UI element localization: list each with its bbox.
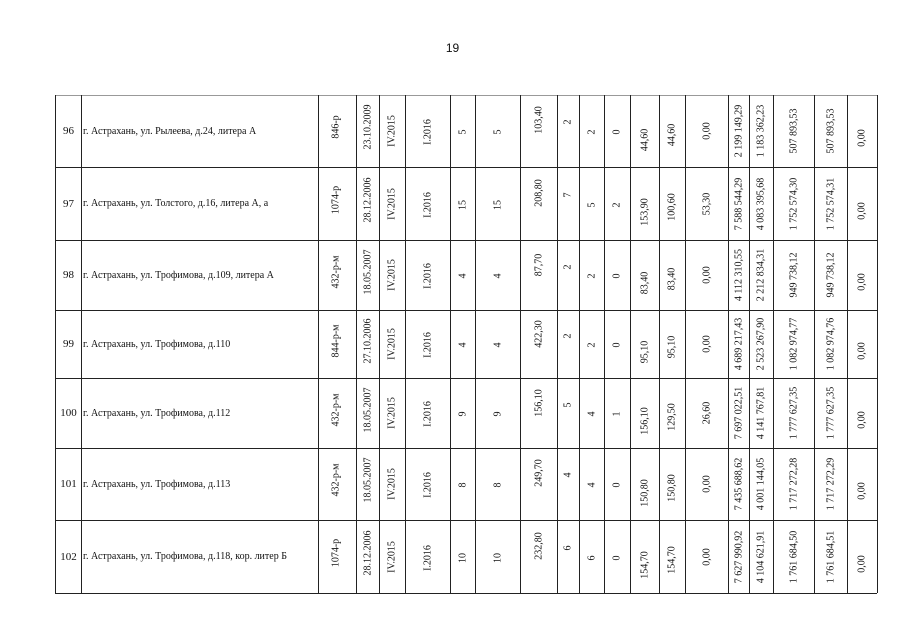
- cell-c2: [579, 378, 605, 448]
- cell-date: [356, 520, 380, 593]
- cell-quarter-text: IV.2015: [386, 115, 398, 147]
- cell-quarter-text: IV.2015: [386, 187, 398, 220]
- cell-m2: [749, 95, 774, 167]
- cell-a2: [659, 448, 686, 520]
- cell-v1-text: 4: [457, 273, 468, 279]
- cell-v1-text: 9: [457, 411, 468, 417]
- cell-year-text: I.2016: [422, 119, 433, 146]
- cell-c2: [579, 240, 605, 310]
- cell-c1: [557, 448, 580, 520]
- cell-c3: [604, 378, 631, 448]
- cell-v2-text: 9: [492, 411, 503, 417]
- cell-a3-text: 0,00: [701, 547, 712, 566]
- cell-v1: [450, 240, 476, 310]
- cell-v1: [450, 95, 476, 167]
- cell-m3-text: 1 082 974,77: [788, 317, 799, 371]
- cell-a2-text: 44,60: [666, 123, 678, 146]
- cell-c3: [604, 240, 631, 310]
- cell-a3-text: 0,00: [701, 475, 712, 493]
- cell-v2-text: 8: [492, 482, 503, 488]
- cell-m5: [847, 378, 878, 448]
- cell-a3: [685, 240, 729, 310]
- cell-a2-text: 150,80: [666, 473, 678, 502]
- cell-c2-text: 4: [586, 482, 597, 488]
- housing-data-table: [55, 95, 877, 593]
- cell-year: [405, 167, 451, 240]
- cell-area-text: 422,30: [533, 320, 544, 348]
- cell-c2-text: 4: [586, 411, 597, 417]
- cell-doc: [315, 378, 357, 448]
- cell-m4: [814, 95, 848, 167]
- cell-m2: [749, 378, 774, 448]
- cell-year-text: I.2016: [422, 332, 433, 359]
- cell-doc-text: 844-р-м: [330, 324, 341, 358]
- cell-area: [520, 378, 558, 448]
- cell-date-text: 18.05.2007: [362, 249, 373, 294]
- cell-m1-text: 7 697 022,51: [733, 386, 744, 440]
- cell-a1: [630, 520, 660, 593]
- cell-date: [356, 240, 380, 310]
- cell-m1-text: 7 435 688,62: [733, 457, 744, 511]
- cell-v2: [475, 240, 521, 310]
- cell-a3: [685, 95, 729, 167]
- cell-a3: [685, 448, 729, 520]
- cell-quarter-text: IV.2015: [386, 540, 398, 573]
- cell-c2: [579, 310, 605, 378]
- cell-m3-text: 949 738,12: [788, 252, 799, 298]
- cell-doc-text: 1074-р: [330, 185, 341, 215]
- cell-a2-text: 95,10: [666, 336, 678, 359]
- cell-v1-text: 15: [457, 199, 468, 210]
- cell-v2-text: 4: [492, 342, 503, 348]
- cell-area: [520, 448, 558, 520]
- cell-m4-text: 507 893,53: [825, 108, 836, 154]
- cell-v1: [450, 378, 476, 448]
- cell-m2-text: 1 183 362,23: [755, 104, 767, 158]
- cell-num: 100: [55, 378, 82, 448]
- table-row: [55, 167, 877, 241]
- cell-m1: [728, 520, 750, 593]
- cell-a2: [659, 378, 686, 448]
- table-row: [55, 95, 877, 168]
- cell-c3-text: 1: [611, 411, 623, 417]
- cell-quarter: [379, 310, 406, 378]
- cell-m4: [814, 378, 848, 448]
- cell-year: [405, 448, 451, 520]
- cell-m1: [728, 167, 750, 240]
- cell-year: [405, 378, 451, 448]
- cell-v2-text: 5: [492, 129, 503, 135]
- cell-c1: [557, 240, 580, 310]
- cell-a1: [630, 378, 660, 448]
- cell-c3-text: 0: [611, 273, 623, 279]
- cell-m1: [728, 240, 750, 310]
- cell-v1: [450, 310, 476, 378]
- cell-a2: [659, 240, 686, 310]
- cell-m5: [847, 95, 878, 167]
- cell-num: 97: [55, 167, 82, 240]
- cell-address: г. Астрахань, ул. Трофимова, д.109, литера А: [80, 240, 319, 310]
- cell-a3: [685, 378, 729, 448]
- cell-m4: [814, 240, 848, 310]
- cell-m3: [773, 378, 815, 448]
- cell-address: г. Астрахань, ул. Трофимова, д.118, кор. литер Б: [80, 520, 319, 593]
- cell-c2: [579, 520, 605, 593]
- cell-m5: [847, 167, 878, 240]
- cell-m5-text: 0,00: [856, 411, 868, 429]
- cell-a1-text: 156,10: [639, 407, 650, 436]
- cell-m3-text: 1 752 574,30: [788, 177, 799, 230]
- table-row: [55, 520, 877, 594]
- cell-m2-text: 4 083 395,68: [755, 177, 767, 230]
- cell-year-text: I.2016: [422, 545, 433, 571]
- cell-m4-text: 949 738,12: [825, 252, 836, 298]
- page-number: 19: [445, 41, 460, 55]
- cell-m3: [773, 310, 815, 378]
- cell-date-text: 27.10.2006: [362, 318, 373, 364]
- cell-doc: [315, 310, 357, 378]
- cell-num: 98: [55, 240, 82, 310]
- table-row: [55, 448, 877, 521]
- cell-m1: [728, 378, 750, 448]
- cell-v2-text: 15: [492, 199, 503, 210]
- cell-v1: [450, 520, 476, 593]
- cell-m4: [814, 448, 848, 520]
- cell-v1-text: 10: [457, 552, 468, 563]
- cell-c3-text: 2: [611, 202, 623, 208]
- cell-c1-text: 5: [562, 402, 574, 408]
- cell-c2-text: 5: [586, 202, 597, 208]
- cell-m5-text: 0,00: [856, 202, 868, 220]
- cell-a2-text: 129,50: [666, 402, 678, 431]
- cell-m2-text: 4 141 767,81: [755, 386, 767, 440]
- cell-a2: [659, 167, 686, 240]
- cell-m5: [847, 240, 878, 310]
- cell-a1: [630, 95, 660, 167]
- cell-area: [520, 95, 558, 167]
- cell-c3: [604, 167, 631, 240]
- cell-a3: [685, 520, 729, 593]
- cell-a3-text: 26,60: [701, 401, 712, 425]
- table-row: [55, 378, 877, 449]
- cell-c3-text: 0: [611, 342, 623, 348]
- cell-m1-text: 7 627 990,92: [733, 530, 744, 583]
- cell-m1: [728, 95, 750, 167]
- cell-m1: [728, 310, 750, 378]
- cell-c1: [557, 520, 580, 593]
- cell-c3: [604, 95, 631, 167]
- cell-date: [356, 167, 380, 240]
- cell-m4-text: 1 082 974,76: [825, 317, 836, 371]
- cell-a1-text: 150,80: [639, 478, 650, 507]
- cell-a1: [630, 448, 660, 520]
- table-row: [55, 310, 877, 379]
- cell-m5: [847, 520, 878, 593]
- cell-a2-text: 154,70: [666, 546, 678, 574]
- cell-v1-text: 8: [457, 482, 468, 488]
- cell-c1: [557, 95, 580, 167]
- cell-date-text: 28.12.2006: [362, 530, 373, 576]
- cell-m4-text: 1 761 684,51: [825, 530, 836, 583]
- cell-a3-text: 0,00: [701, 335, 712, 353]
- cell-date-text: 18.05.2007: [362, 387, 373, 432]
- cell-quarter-text: IV.2015: [386, 397, 398, 429]
- cell-m1-text: 2 199 149,29: [733, 104, 744, 158]
- cell-year: [405, 310, 451, 378]
- cell-a3-text: 0,00: [701, 266, 712, 284]
- cell-m5-text: 0,00: [856, 129, 868, 147]
- cell-m3-text: 1 777 627,35: [788, 386, 799, 440]
- cell-m3: [773, 448, 815, 520]
- cell-v1: [450, 167, 476, 240]
- cell-num: 101: [55, 448, 82, 520]
- cell-m2-text: 2 212 834,31: [755, 248, 767, 302]
- cell-area: [520, 520, 558, 593]
- cell-a3: [685, 310, 729, 378]
- cell-m4: [814, 167, 848, 240]
- cell-v2: [475, 95, 521, 167]
- cell-c3: [604, 520, 631, 593]
- cell-c2-text: 2: [586, 342, 597, 348]
- cell-v1: [450, 448, 476, 520]
- cell-area-text: 87,70: [533, 253, 544, 276]
- cell-v2-text: 4: [492, 273, 503, 279]
- cell-quarter: [379, 167, 406, 240]
- cell-m4: [814, 520, 848, 593]
- cell-date-text: 18.05.2007: [362, 457, 373, 503]
- cell-doc: [315, 95, 357, 167]
- cell-a2-text: 83,40: [666, 267, 678, 290]
- cell-quarter-text: IV.2015: [386, 468, 398, 500]
- cell-c1-text: 7: [562, 192, 574, 198]
- cell-address: г. Астрахань, ул. Трофимова, д.113: [80, 448, 319, 520]
- cell-date-text: 28.12.2006: [362, 177, 373, 223]
- cell-m3: [773, 520, 815, 593]
- cell-c3-text: 0: [611, 482, 623, 488]
- cell-a2: [659, 520, 686, 593]
- cell-year: [405, 95, 451, 167]
- cell-quarter: [379, 95, 406, 167]
- cell-m3: [773, 95, 815, 167]
- cell-a1-text: 44,60: [639, 128, 650, 151]
- cell-address: г. Астрахань, ул. Трофимова, д.112: [80, 378, 319, 448]
- cell-v2: [475, 448, 521, 520]
- cell-year-text: I.2016: [422, 263, 433, 290]
- cell-doc-text: 1074-р: [330, 538, 341, 568]
- cell-v2: [475, 520, 521, 593]
- cell-area: [520, 240, 558, 310]
- cell-a1-text: 83,40: [639, 272, 650, 295]
- cell-v2: [475, 378, 521, 448]
- cell-doc: [315, 167, 357, 240]
- cell-area: [520, 310, 558, 378]
- cell-c2-text: 2: [586, 273, 597, 279]
- cell-c1-text: 6: [562, 545, 574, 551]
- cell-c2: [579, 448, 605, 520]
- cell-m2: [749, 240, 774, 310]
- cell-m3: [773, 240, 815, 310]
- cell-doc: [315, 520, 357, 593]
- cell-num: 102: [55, 520, 82, 593]
- cell-m1: [728, 448, 750, 520]
- cell-m5-text: 0,00: [856, 273, 868, 291]
- cell-address: г. Астрахань, ул. Трофимова, д.110: [80, 310, 319, 378]
- cell-c2: [579, 167, 605, 240]
- cell-c2-text: 6: [586, 555, 597, 561]
- cell-a3: [685, 167, 729, 240]
- cell-area-text: 232,80: [533, 531, 544, 560]
- cell-m3: [773, 167, 815, 240]
- cell-m3-text: 507 893,53: [788, 108, 799, 154]
- cell-num: 99: [55, 310, 82, 378]
- cell-m4: [814, 310, 848, 378]
- cell-doc-text: 432-р-м: [330, 463, 341, 497]
- cell-v2: [475, 310, 521, 378]
- cell-area-text: 208,80: [533, 178, 544, 207]
- cell-doc-text: 846-р: [330, 115, 341, 140]
- cell-num: 96: [55, 95, 82, 167]
- cell-c1-text: 2: [562, 333, 574, 339]
- cell-v2-text: 10: [492, 552, 503, 563]
- cell-quarter: [379, 448, 406, 520]
- cell-year-text: I.2016: [422, 472, 433, 499]
- cell-c1: [557, 378, 580, 448]
- cell-a1: [630, 167, 660, 240]
- cell-quarter: [379, 240, 406, 310]
- cell-a1-text: 154,70: [639, 551, 650, 579]
- cell-c3: [604, 310, 631, 378]
- cell-m1-text: 4 112 310,55: [733, 248, 744, 302]
- cell-c3: [604, 448, 631, 520]
- cell-quarter-text: IV.2015: [386, 328, 398, 360]
- cell-c2: [579, 95, 605, 167]
- cell-c1-text: 2: [562, 119, 574, 125]
- cell-m3-text: 1 717 272,28: [788, 457, 799, 511]
- cell-m4-text: 1 752 574,31: [825, 177, 836, 230]
- cell-year-text: I.2016: [422, 401, 433, 428]
- cell-date: [356, 378, 380, 448]
- cell-m4-text: 1 717 272,29: [825, 457, 836, 511]
- cell-m2-text: 4 104 621,91: [755, 530, 767, 583]
- cell-quarter: [379, 378, 406, 448]
- cell-m5: [847, 310, 878, 378]
- cell-quarter-text: IV.2015: [386, 259, 398, 291]
- cell-address: г. Астрахань, ул. Рылеева, д.24, литера А: [80, 95, 319, 167]
- cell-area-text: 103,40: [533, 106, 544, 134]
- cell-address: г. Астрахань, ул. Толстого, д.16, литера А, а: [80, 167, 319, 240]
- cell-date: [356, 448, 380, 520]
- cell-date-text: 23.10.2009: [362, 104, 373, 150]
- cell-a2-text: 100,60: [666, 193, 678, 221]
- cell-m3-text: 1 761 684,50: [788, 530, 799, 583]
- cell-m2: [749, 448, 774, 520]
- cell-m2: [749, 520, 774, 593]
- cell-year-text: I.2016: [422, 192, 433, 218]
- cell-m2: [749, 310, 774, 378]
- cell-m1-text: 7 588 544,29: [733, 177, 744, 230]
- cell-m5: [847, 448, 878, 520]
- cell-m5-text: 0,00: [856, 555, 868, 573]
- cell-date: [356, 95, 380, 167]
- cell-year: [405, 240, 451, 310]
- cell-a1-text: 153,90: [639, 198, 650, 226]
- cell-date: [356, 310, 380, 378]
- cell-m1-text: 4 689 217,43: [733, 317, 744, 371]
- table-row: [55, 240, 877, 311]
- cell-m5-text: 0,00: [856, 342, 868, 360]
- cell-m2-text: 2 523 267,90: [755, 317, 767, 371]
- cell-quarter: [379, 520, 406, 593]
- cell-a3-text: 53,30: [701, 192, 712, 215]
- cell-year: [405, 520, 451, 593]
- cell-c1-text: 4: [562, 472, 574, 478]
- cell-c3-text: 0: [611, 555, 623, 561]
- cell-v1-text: 5: [457, 129, 468, 135]
- cell-area-text: 249,70: [533, 459, 544, 487]
- cell-v1-text: 4: [457, 342, 468, 348]
- cell-v2: [475, 167, 521, 240]
- cell-area: [520, 167, 558, 240]
- cell-a1-text: 95,10: [639, 340, 650, 364]
- cell-a2: [659, 310, 686, 378]
- cell-m5-text: 0,00: [856, 482, 868, 500]
- cell-m2: [749, 167, 774, 240]
- cell-c3-text: 0: [611, 129, 623, 135]
- cell-c1: [557, 167, 580, 240]
- cell-c2-text: 2: [586, 129, 597, 135]
- cell-a3-text: 0,00: [701, 122, 712, 140]
- cell-m4-text: 1 777 627,35: [825, 386, 836, 440]
- cell-m2-text: 4 001 144,05: [755, 457, 767, 511]
- cell-doc-text: 432-р-м: [330, 255, 341, 288]
- cell-doc-text: 432-р-м: [330, 393, 341, 426]
- cell-doc: [315, 448, 357, 520]
- cell-c1-text: 2: [562, 264, 574, 270]
- cell-area-text: 156,10: [533, 388, 544, 417]
- cell-doc: [315, 240, 357, 310]
- cell-a2: [659, 95, 686, 167]
- cell-a1: [630, 240, 660, 310]
- cell-a1: [630, 310, 660, 378]
- cell-c1: [557, 310, 580, 378]
